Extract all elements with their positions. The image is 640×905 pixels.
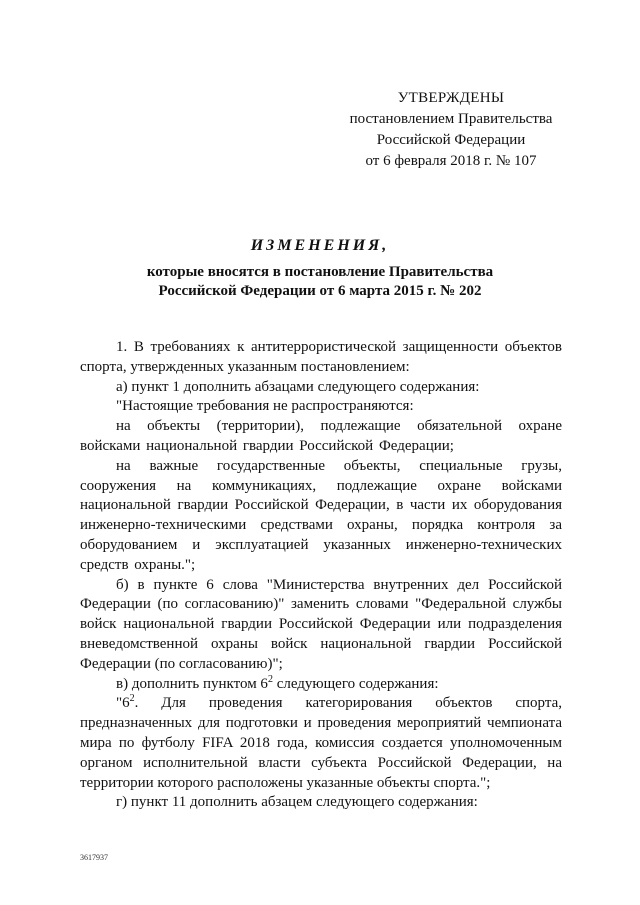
footer-document-code: 3617937 <box>80 853 108 862</box>
paragraph-8-text-b: . Для проведения категорирования объектов спорта, предназначенных для подготовки и проведения мероприятий чемпионата мира по футболу FIFA 2018 года, комиссия создается уполномоченным органом исполнительной власти субъекта Российской Федерации, на территории которого расположены указанные объекты спорта."; <box>80 695 562 791</box>
document-subtitle <box>0 263 640 301</box>
paragraph-7-superscript: 2 <box>267 673 273 685</box>
paragraph-6: б) в пункте 6 слова "Министерства внутренних дел Российской Федерации (по согласованию)" заменить словами "Федеральной службы войск национальной гвардии Российской Федерации или подразделения вневедомственной охраны войск национальной гвардии Российской Федерации (по согласованию)"; <box>80 576 562 672</box>
paragraph-8 <box>80 694 562 793</box>
approval-line-3: от 6 февраля 2018 г. № 107 <box>365 153 537 169</box>
approval-line-1: постановлением Правительства <box>349 111 553 127</box>
paragraph-2: а) пункт 1 дополнить абзацами следующего содержания: <box>116 378 480 395</box>
paragraph-5: на важные государственные объекты, специальные грузы, сооружения на коммуникациях, подлежащие охране войсками национальной гвардии Российской Федерации, в части их оборудования инженерно-техническими средствами охраны, порядка контроля за оборудованием и эксплуатацией указанных инженерно-технических средств охраны."; <box>80 457 562 573</box>
subtitle-line-2: Российской Федерации от 6 марта 2015 г. № 202 <box>158 283 482 299</box>
paragraph-7-text-a: в) дополнить пунктом 6 <box>116 675 268 692</box>
paragraph-9: г) пункт 11 дополнить абзацем следующего содержания: <box>116 794 478 811</box>
document-title: ИЗМЕНЕНИЯ, <box>250 237 390 254</box>
paragraph-3: "Настоящие требования не распространяются: <box>116 398 414 415</box>
approval-heading: УТВЕРЖДЕНЫ <box>397 90 505 106</box>
approval-line-2: Российской Федерации <box>376 132 526 148</box>
paragraph-8-superscript: 2 <box>129 693 135 705</box>
paragraph-8-text-a: "6 <box>116 695 130 712</box>
approval-block <box>340 88 562 172</box>
subtitle-line-1: которые вносятся в постановление Правительства <box>146 264 494 280</box>
paragraph-4: на объекты (территории), подлежащие обязательной охране войсками национальной гвардии Российской Федерации; <box>80 418 562 454</box>
paragraph-7-text-b: следующего содержания: <box>272 675 439 692</box>
paragraph-1: 1. В требованиях к антитеррористической защищенности объектов спорта, утвержденных указанным постановлением: <box>80 339 562 375</box>
document-body <box>80 338 562 813</box>
paragraph-7 <box>80 675 562 695</box>
